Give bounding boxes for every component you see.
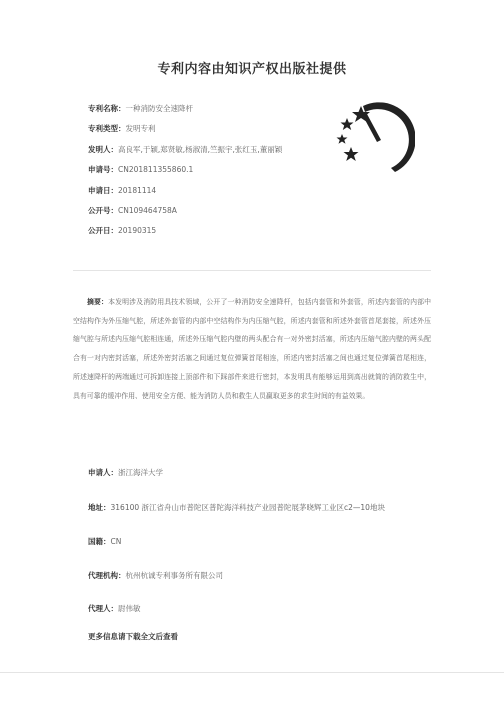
meta-label: 公开号： [88, 205, 118, 215]
meta-label: 申请日： [88, 185, 118, 195]
page-title: 专利内容由知识产权出版社提供 [157, 62, 347, 77]
meta-value: 20190315 [118, 226, 157, 236]
meta-row-type [88, 119, 282, 139]
ip-office-logo-icon [333, 100, 415, 182]
info-value: 杭州杭诚专利事务所有限公司 [125, 571, 223, 580]
info-agent [88, 603, 141, 614]
info-value: CN [110, 537, 122, 546]
info-label: 代理人： [88, 604, 118, 613]
info-label: 申请人： [88, 468, 118, 477]
download-more-link[interactable]: 更多信息请下载全文后查看 [88, 632, 178, 641]
info-label: 代理机构： [88, 571, 126, 580]
abstract [73, 293, 431, 405]
meta-value: 20181114 [118, 185, 157, 195]
info-label: 地址： [88, 503, 111, 512]
meta-row-application-number [88, 160, 282, 180]
meta-value: 一种消防安全速降杆 [125, 104, 193, 113]
patent-meta [88, 99, 282, 242]
meta-row-application-date [88, 181, 282, 201]
info-address [88, 502, 385, 513]
meta-label: 申请号： [88, 165, 118, 175]
meta-row-name [88, 99, 282, 119]
meta-value: CN201811355860.1 [118, 165, 194, 175]
info-agency [88, 570, 223, 581]
meta-value: 发明专利 [125, 124, 156, 134]
meta-label: 专利类型： [88, 124, 126, 134]
meta-label: 发明人： [88, 144, 118, 154]
meta-row-publication-number [88, 201, 282, 221]
abstract-text: 本发明涉及消防用具技术领域，公开了一种消防安全速降杆，包括内套管和外套管，所述内套管的内部中空结构作为外压缩气腔，所述外套管的内部中空结构作为内压缩气腔，所述内套管和所述外套管首尾套接，所述外压缩气腔与所述内压缩气腔相连通，所述外压缩气腔内壁的两头配合有一对外密封活塞，所述内压缩气腔内壁的两头配合有一对内密封活塞，所述外密封活塞之间通过复位弹簧首尾相连，所述内密封活塞之间也通过复位弹簧首尾相连，所述速降杆的两端通过可拆卸连接上顶部件和下踩部件来进行密封，本发明具有能够运用到高出就简的消防救生中，具有可靠的缓冲作用、使用安全方便、能为消防人员和救生人员赢取更多的求生时间的有益效果。 [73, 298, 432, 400]
divider-bottom [0, 672, 504, 673]
abstract-label: 摘要： [87, 298, 109, 306]
info-applicant [88, 467, 163, 478]
meta-row-publication-date [88, 221, 282, 241]
info-value: 316100 浙江省舟山市普陀区普陀海洋科技产业园普陀展茅晓辉工业区c2—10地块 [110, 503, 385, 512]
info-value: 尉伟敏 [118, 604, 141, 613]
meta-label: 专利名称： [88, 104, 126, 113]
meta-value: CN109464758A [118, 205, 177, 215]
info-value: 浙江海洋大学 [118, 468, 163, 477]
divider-top [73, 270, 431, 271]
info-nationality [88, 536, 121, 547]
meta-row-inventors [88, 140, 282, 160]
info-label: 国籍： [88, 537, 111, 546]
meta-value: 高良军,于颖,郑贤敏,杨淑清,竺振宇,张红玉,董丽颖 [118, 144, 283, 154]
meta-label: 公开日： [88, 226, 118, 236]
